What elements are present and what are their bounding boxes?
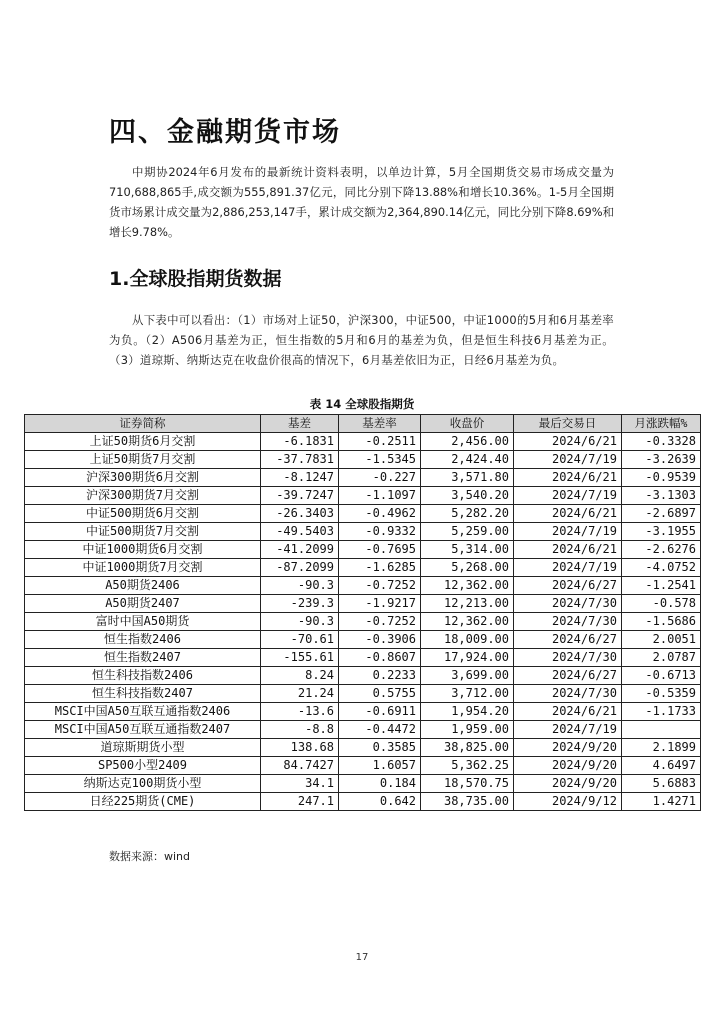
table-row xyxy=(25,577,701,595)
cell-name: MSCI中国A50互联互通指数2406 xyxy=(25,703,261,721)
cell-last-trade-date: 2024/9/20 xyxy=(514,757,622,775)
column-header-last-trade-date: 最后交易日 xyxy=(514,415,622,433)
table-row xyxy=(25,793,701,811)
column-header-close: 收盘价 xyxy=(421,415,514,433)
column-header-name: 证券简称 xyxy=(25,415,261,433)
cell-basis: -37.7831 xyxy=(261,451,339,469)
cell-basis: -39.7247 xyxy=(261,487,339,505)
table-row xyxy=(25,685,701,703)
futures-table xyxy=(24,414,701,811)
cell-basis: 138.68 xyxy=(261,739,339,757)
cell-basis: 34.1 xyxy=(261,775,339,793)
cell-close: 5,282.20 xyxy=(421,505,514,523)
cell-close: 5,268.00 xyxy=(421,559,514,577)
cell-monthly-change: -0.6713 xyxy=(622,667,701,685)
cell-close: 12,213.00 xyxy=(421,595,514,613)
cell-last-trade-date: 2024/9/20 xyxy=(514,775,622,793)
cell-close: 5,314.00 xyxy=(421,541,514,559)
cell-basis-rate: 0.642 xyxy=(339,793,421,811)
cell-basis: -49.5403 xyxy=(261,523,339,541)
cell-last-trade-date: 2024/7/19 xyxy=(514,721,622,739)
table-row xyxy=(25,541,701,559)
cell-monthly-change: -3.1955 xyxy=(622,523,701,541)
cell-name: 中证1000期货6月交割 xyxy=(25,541,261,559)
section-title: 四、金融期货市场 xyxy=(109,117,341,148)
cell-basis-rate: -1.9217 xyxy=(339,595,421,613)
cell-basis: -90.3 xyxy=(261,613,339,631)
cell-basis-rate: -1.6285 xyxy=(339,559,421,577)
cell-close: 17,924.00 xyxy=(421,649,514,667)
cell-close: 3,540.20 xyxy=(421,487,514,505)
cell-basis: 84.7427 xyxy=(261,757,339,775)
cell-basis-rate: -0.3906 xyxy=(339,631,421,649)
cell-name: 中证500期货7月交割 xyxy=(25,523,261,541)
cell-monthly-change: -0.9539 xyxy=(622,469,701,487)
subsection-title: 1.全球股指期货数据 xyxy=(109,268,282,290)
cell-last-trade-date: 2024/7/30 xyxy=(514,613,622,631)
table-row xyxy=(25,775,701,793)
table-row xyxy=(25,469,701,487)
cell-name: 沪深300期货7月交割 xyxy=(25,487,261,505)
cell-last-trade-date: 2024/7/19 xyxy=(514,451,622,469)
cell-last-trade-date: 2024/6/21 xyxy=(514,433,622,451)
cell-name: 富时中国A50期货 xyxy=(25,613,261,631)
cell-name: 恒生科技指数2406 xyxy=(25,667,261,685)
cell-last-trade-date: 2024/6/21 xyxy=(514,505,622,523)
cell-basis: -6.1831 xyxy=(261,433,339,451)
table-row xyxy=(25,451,701,469)
cell-last-trade-date: 2024/9/12 xyxy=(514,793,622,811)
cell-close: 3,571.80 xyxy=(421,469,514,487)
table-body xyxy=(25,433,701,811)
cell-close: 38,825.00 xyxy=(421,739,514,757)
cell-monthly-change: -0.5359 xyxy=(622,685,701,703)
cell-name: 中证500期货6月交割 xyxy=(25,505,261,523)
cell-name: 恒生指数2406 xyxy=(25,631,261,649)
cell-last-trade-date: 2024/9/20 xyxy=(514,739,622,757)
cell-monthly-change: -1.1733 xyxy=(622,703,701,721)
cell-name: 上证50期货6月交割 xyxy=(25,433,261,451)
table-row xyxy=(25,613,701,631)
table-row xyxy=(25,721,701,739)
cell-last-trade-date: 2024/6/21 xyxy=(514,541,622,559)
cell-close: 3,712.00 xyxy=(421,685,514,703)
cell-close: 2,456.00 xyxy=(421,433,514,451)
cell-monthly-change: -1.5686 xyxy=(622,613,701,631)
cell-basis: -87.2099 xyxy=(261,559,339,577)
table-row xyxy=(25,433,701,451)
table-row xyxy=(25,649,701,667)
cell-monthly-change: 2.1899 xyxy=(622,739,701,757)
cell-monthly-change: 5.6883 xyxy=(622,775,701,793)
cell-basis-rate: -0.9332 xyxy=(339,523,421,541)
table-row xyxy=(25,487,701,505)
subsection-paragraph: 从下表中可以看出：（1）市场对上证50，沪深300，中证500，中证1000的5月和6月基差率为负。（2）A506月基差为正，恒生指数的5月和6月的基差为负，但是恒生科技6月基差为正。（3）道琼斯、纳斯达克在收盘价很高的情况下，6月基差依旧为正，日经6月基差为负。 xyxy=(109,313,614,367)
cell-close: 12,362.00 xyxy=(421,613,514,631)
table-row xyxy=(25,757,701,775)
cell-basis-rate: -1.5345 xyxy=(339,451,421,469)
cell-basis-rate: -0.6911 xyxy=(339,703,421,721)
cell-last-trade-date: 2024/7/30 xyxy=(514,685,622,703)
intro-paragraph: 中期协2024年6月发布的最新统计资料表明，以单边计算，5月全国期货交易市场成交量为710,688,865手,成交额为555,891.37亿元，同比分别下降13.88%和增长10.36%。1-5月全国期货市场累计成交量为2,886,253,147手，累计成交额为2,364,890.14亿元，同比分别下降8.69%和增长9.78%。 xyxy=(109,165,614,239)
cell-basis-rate: -0.8607 xyxy=(339,649,421,667)
cell-basis: 8.24 xyxy=(261,667,339,685)
cell-basis-rate: -0.7252 xyxy=(339,577,421,595)
cell-name: MSCI中国A50互联互通指数2407 xyxy=(25,721,261,739)
cell-basis-rate: 0.5755 xyxy=(339,685,421,703)
cell-basis-rate: 1.6057 xyxy=(339,757,421,775)
cell-last-trade-date: 2024/7/19 xyxy=(514,559,622,577)
source-note: 数据来源：wind xyxy=(109,850,191,863)
cell-name: A50期货2407 xyxy=(25,595,261,613)
cell-last-trade-date: 2024/7/30 xyxy=(514,595,622,613)
cell-close: 5,259.00 xyxy=(421,523,514,541)
cell-monthly-change: -0.3328 xyxy=(622,433,701,451)
cell-monthly-change: -2.6897 xyxy=(622,505,701,523)
cell-basis-rate: -0.7252 xyxy=(339,613,421,631)
cell-basis: -26.3403 xyxy=(261,505,339,523)
cell-monthly-change: 2.0787 xyxy=(622,649,701,667)
cell-basis: -41.2099 xyxy=(261,541,339,559)
table-row xyxy=(25,703,701,721)
cell-monthly-change: -3.1303 xyxy=(622,487,701,505)
cell-monthly-change: 1.4271 xyxy=(622,793,701,811)
table-row xyxy=(25,595,701,613)
cell-last-trade-date: 2024/6/21 xyxy=(514,469,622,487)
cell-basis-rate: 0.3585 xyxy=(339,739,421,757)
cell-monthly-change: -3.2639 xyxy=(622,451,701,469)
cell-basis-rate: -0.7695 xyxy=(339,541,421,559)
table-row xyxy=(25,559,701,577)
cell-basis-rate: -0.2511 xyxy=(339,433,421,451)
cell-close: 18,570.75 xyxy=(421,775,514,793)
cell-monthly-change: 4.6497 xyxy=(622,757,701,775)
column-header-basis: 基差 xyxy=(261,415,339,433)
cell-last-trade-date: 2024/6/27 xyxy=(514,631,622,649)
page-number: 17 xyxy=(355,952,369,963)
cell-close: 2,424.40 xyxy=(421,451,514,469)
cell-close: 3,699.00 xyxy=(421,667,514,685)
cell-name: 日经225期货(CME) xyxy=(25,793,261,811)
cell-monthly-change: -0.578 xyxy=(622,595,701,613)
cell-name: A50期货2406 xyxy=(25,577,261,595)
cell-basis-rate: -0.4962 xyxy=(339,505,421,523)
cell-last-trade-date: 2024/6/21 xyxy=(514,703,622,721)
cell-last-trade-date: 2024/6/27 xyxy=(514,577,622,595)
cell-basis-rate: 0.2233 xyxy=(339,667,421,685)
table-row xyxy=(25,505,701,523)
cell-basis: -239.3 xyxy=(261,595,339,613)
table-row xyxy=(25,523,701,541)
column-header-monthly-change: 月涨跌幅% xyxy=(622,415,701,433)
cell-close: 12,362.00 xyxy=(421,577,514,595)
cell-basis: -8.8 xyxy=(261,721,339,739)
table-header-row xyxy=(25,415,701,433)
cell-last-trade-date: 2024/7/19 xyxy=(514,523,622,541)
cell-name: 中证1000期货7月交割 xyxy=(25,559,261,577)
cell-name: 上证50期货7月交割 xyxy=(25,451,261,469)
cell-monthly-change: -4.0752 xyxy=(622,559,701,577)
cell-name: 沪深300期货6月交割 xyxy=(25,469,261,487)
cell-basis: -155.61 xyxy=(261,649,339,667)
cell-monthly-change: -2.6276 xyxy=(622,541,701,559)
cell-basis-rate: 0.184 xyxy=(339,775,421,793)
table-row xyxy=(25,631,701,649)
cell-close: 1,959.00 xyxy=(421,721,514,739)
cell-close: 5,362.25 xyxy=(421,757,514,775)
cell-close: 1,954.20 xyxy=(421,703,514,721)
cell-monthly-change: -1.2541 xyxy=(622,577,701,595)
cell-basis-rate: -0.227 xyxy=(339,469,421,487)
table-row xyxy=(25,667,701,685)
cell-monthly-change: 2.0051 xyxy=(622,631,701,649)
table-row xyxy=(25,739,701,757)
cell-close: 38,735.00 xyxy=(421,793,514,811)
cell-last-trade-date: 2024/6/27 xyxy=(514,667,622,685)
cell-basis: -70.61 xyxy=(261,631,339,649)
table-caption: 表 14 全球股指期货 xyxy=(309,397,415,411)
cell-basis: -90.3 xyxy=(261,577,339,595)
cell-name: SP500小型2409 xyxy=(25,757,261,775)
cell-basis: 247.1 xyxy=(261,793,339,811)
cell-monthly-change xyxy=(622,721,701,739)
column-header-basis-rate: 基差率 xyxy=(339,415,421,433)
cell-last-trade-date: 2024/7/30 xyxy=(514,649,622,667)
cell-basis-rate: -1.1097 xyxy=(339,487,421,505)
cell-basis: -8.1247 xyxy=(261,469,339,487)
cell-last-trade-date: 2024/7/19 xyxy=(514,487,622,505)
cell-basis-rate: -0.4472 xyxy=(339,721,421,739)
cell-name: 道琼斯期货小型 xyxy=(25,739,261,757)
cell-basis: 21.24 xyxy=(261,685,339,703)
cell-close: 18,009.00 xyxy=(421,631,514,649)
cell-name: 纳斯达克100期货小型 xyxy=(25,775,261,793)
cell-name: 恒生指数2407 xyxy=(25,649,261,667)
cell-name: 恒生科技指数2407 xyxy=(25,685,261,703)
cell-basis: -13.6 xyxy=(261,703,339,721)
